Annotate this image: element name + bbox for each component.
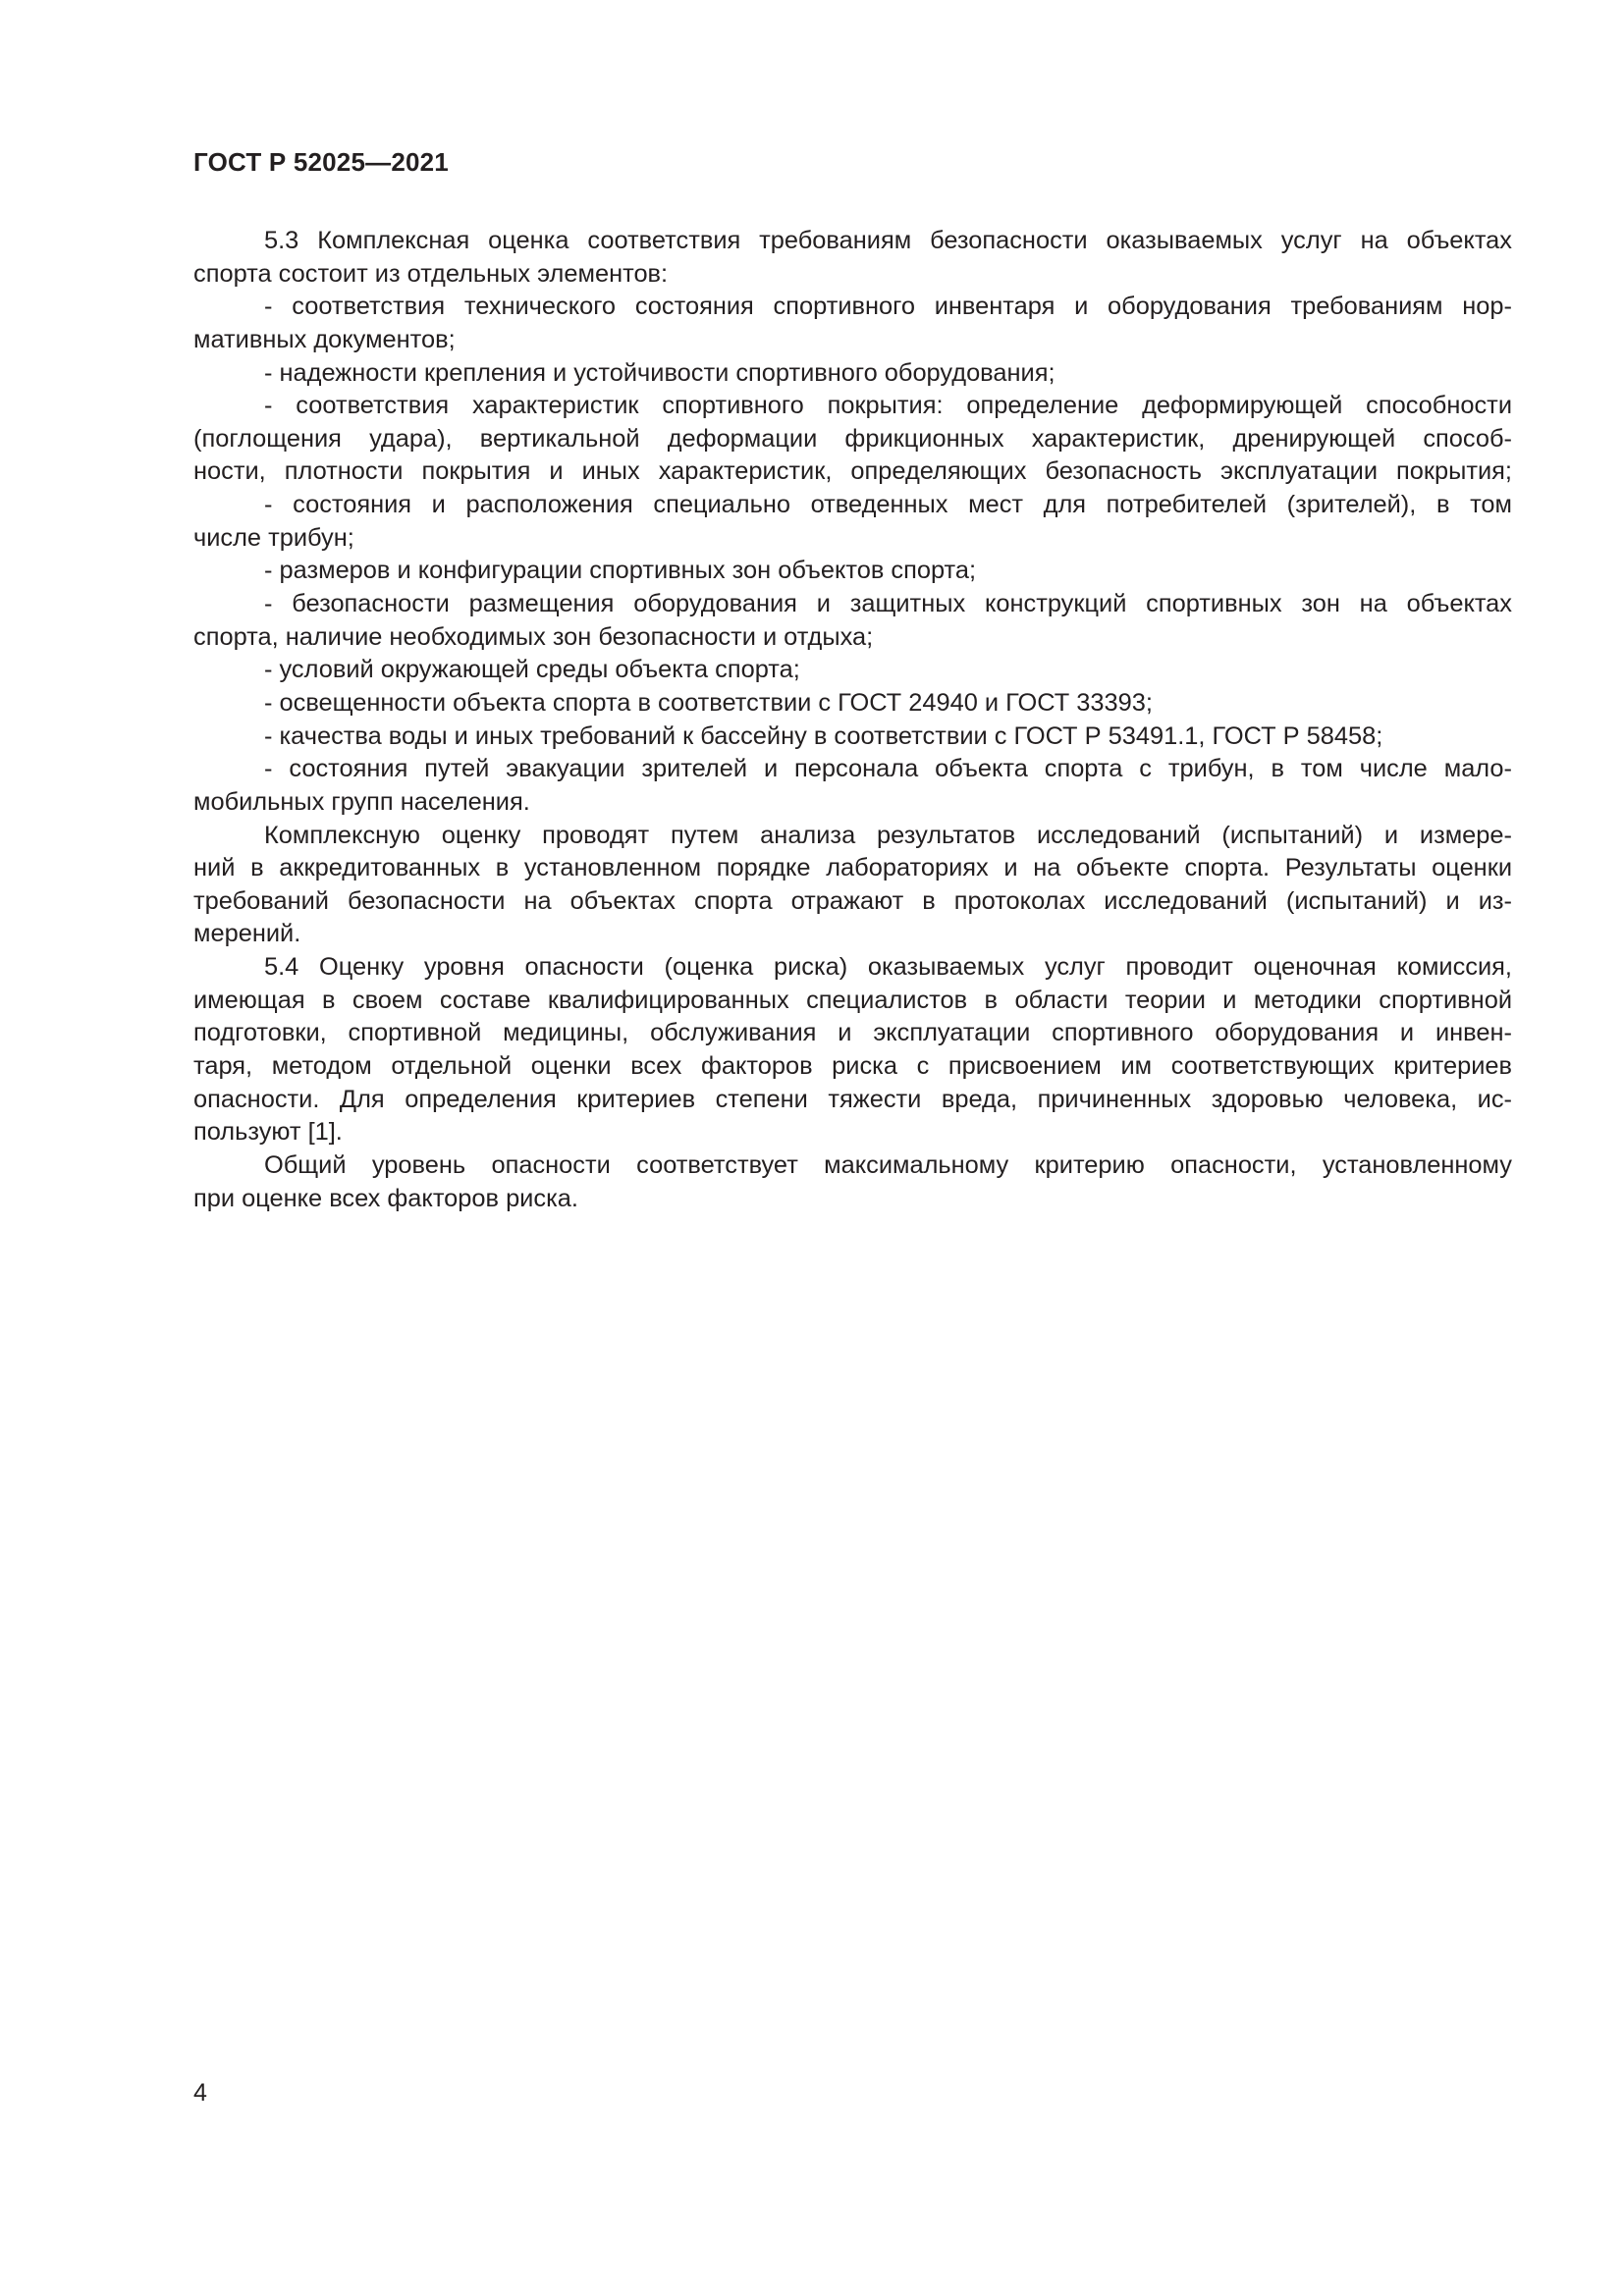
text-line: - освещенности объекта спорта в соответствии с ГОСТ 24940 и ГОСТ 33393; (264, 688, 1153, 717)
text-line: - состояния и расположения специально отведенных мест для потребителей (зрителей), в том (264, 491, 1512, 519)
text-line: ний в аккредитованных в установленном порядке лабораториях и на объекте спорта. Результаты оценки (193, 854, 1512, 882)
text-line: при оценке всех факторов риска. (193, 1184, 578, 1212)
text-line: - размеров и конфигурации спортивных зон объектов спорта; (264, 557, 977, 585)
text-line: - безопасности размещения оборудования и защитных конструкций спортивных зон на объектах (264, 590, 1512, 618)
text-line: Комплексную оценку проводят путем анализа результатов исследований (испытаний) и измере- (264, 821, 1512, 849)
text-line: требований безопасности на объектах спорта отражают в протоколах исследований (испытаний) и из- (193, 886, 1512, 915)
text-line: 5.3 Комплексная оценка соответствия требованиям безопасности оказываемых услуг на объектах (264, 227, 1512, 254)
text-line: спорта состоит из отдельных элементов: (193, 259, 669, 288)
text-line: - состояния путей эвакуации зрителей и персонала объекта спорта с трибун, в том числе мало- (264, 755, 1512, 783)
text-line: ности, плотности покрытия и иных характеристик, определяющих безопасность эксплуатации покрытия; (193, 457, 1512, 486)
page-number: 4 (193, 2079, 207, 2107)
text-line: числе трибун; (193, 523, 354, 552)
text-line: - надежности крепления и устойчивости спортивного оборудования; (264, 358, 1056, 387)
text-line: - соответствия технического состояния спортивного инвентаря и оборудования требованиям нор- (264, 293, 1512, 321)
text-line: (поглощения удара), вертикальной деформации фрикционных характеристик, дренирующей способ- (193, 424, 1512, 453)
text-line: - качества воды и иных требований к бассейну в соответствии с ГОСТ Р 53491.1, ГОСТ Р 58458; (264, 721, 1383, 750)
document-header: ГОСТ Р 52025—2021 (193, 147, 449, 177)
text-line: - условий окружающей среды объекта спорта; (264, 656, 800, 684)
text-line: - соответствия характеристик спортивного покрытия: определение деформирующей способности (264, 392, 1512, 420)
text-line: мобильных групп населения. (193, 787, 530, 816)
text-line: имеющая в своем составе квалифицированных специалистов в области теории и методики спортивной (193, 986, 1512, 1014)
text-line: мерений. (193, 920, 301, 948)
text-line: мативных документов; (193, 325, 456, 353)
text-line: таря, методом отдельной оценки всех факторов риска с присвоением им соответствующих критериев (193, 1052, 1512, 1081)
document-body (193, 225, 1512, 1215)
text-line: Общий уровень опасности соответствует максимальному критерию опасности, установленному (264, 1150, 1512, 1179)
text-line: опасности. Для определения критериев степени тяжести вреда, причиненных здоровью человека, ис- (193, 1085, 1512, 1113)
text-line: пользуют [1]. (193, 1118, 343, 1147)
text-line: подготовки, спортивной медицины, обслуживания и эксплуатации спортивного оборудования и инвен- (193, 1019, 1512, 1047)
text-line: 5.4 Оценку уровня опасности (оценка риска) оказываемых услуг проводит оценочная комиссия, (264, 953, 1512, 982)
text-line: спорта, наличие необходимых зон безопасности и отдыха; (193, 622, 874, 651)
